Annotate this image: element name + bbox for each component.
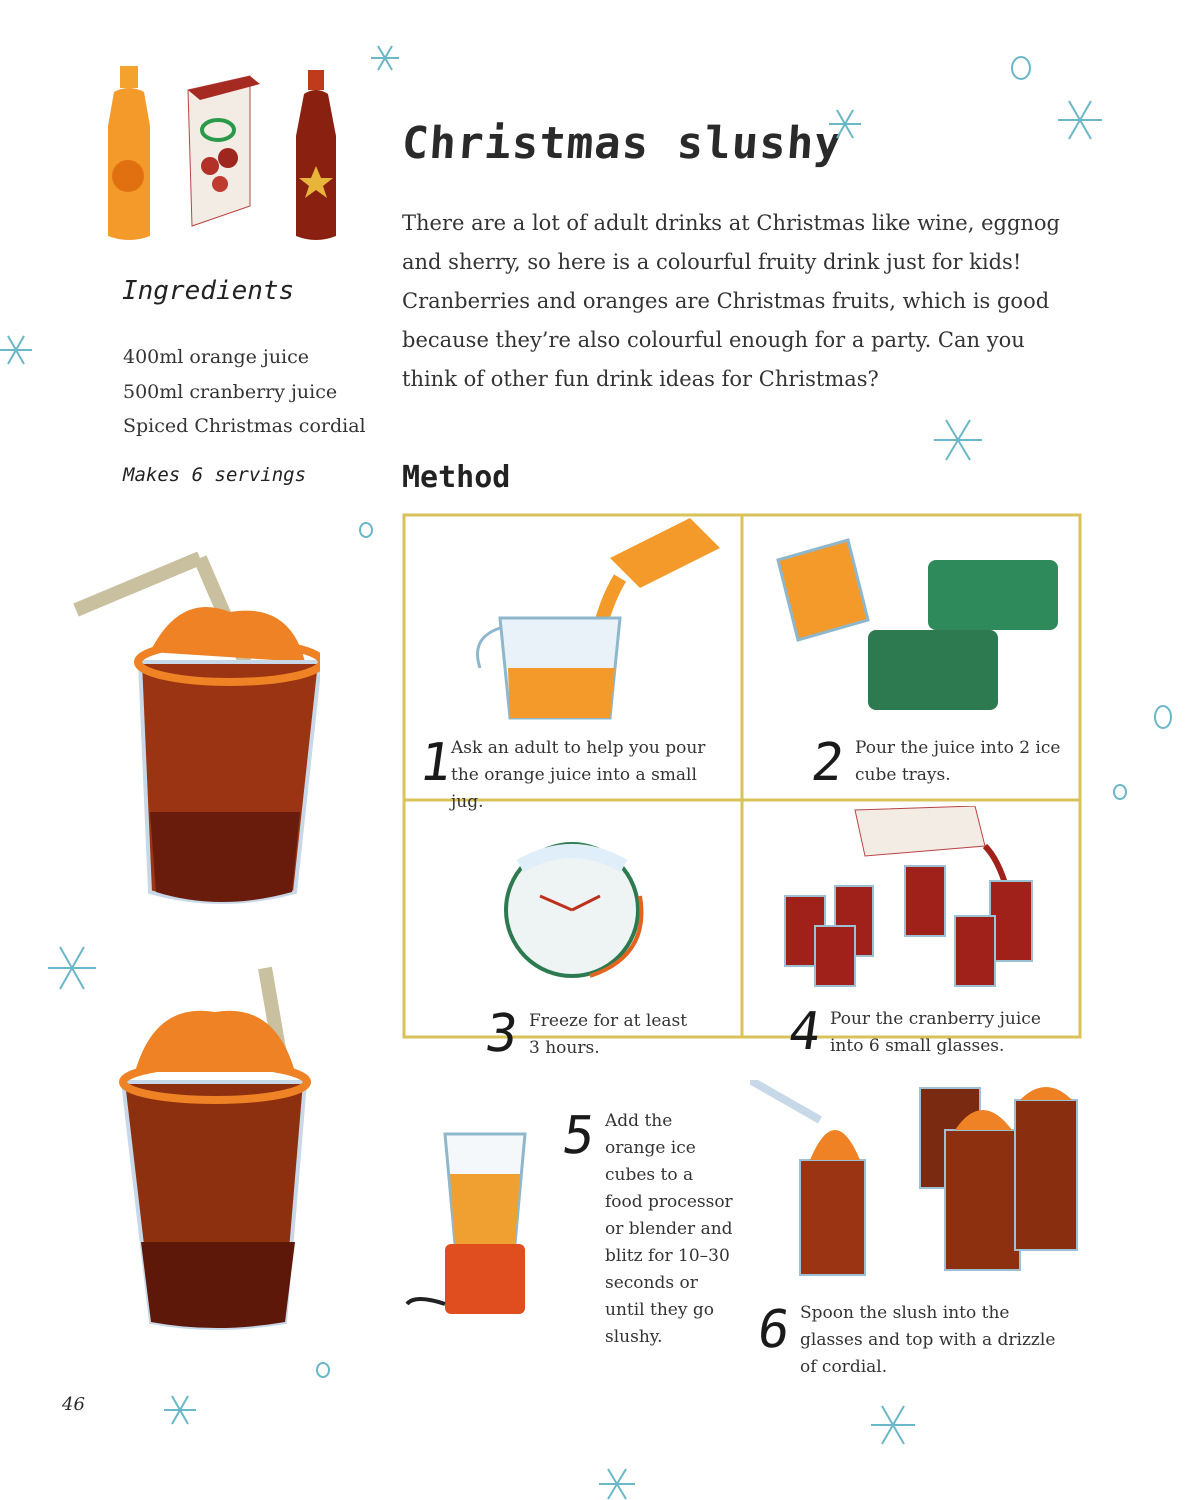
circle-decoration xyxy=(1012,57,1030,79)
ice-cube-tray-illustration xyxy=(768,520,1068,720)
step-number: 4 xyxy=(784,1002,825,1062)
snowflake-icon xyxy=(371,46,399,70)
jug-pouring-illustration xyxy=(470,518,720,723)
servings-note: Makes 6 servings xyxy=(123,464,307,486)
snowflake-icon xyxy=(1058,101,1102,139)
glasses-pouring-illustration xyxy=(775,806,1075,996)
step-text: Add the orange ice cubes to a food processor or blender and blitz for 10–30 seconds or until they go slushy. xyxy=(605,1111,733,1347)
circle-decoration xyxy=(360,523,372,537)
ingredient-item: Spiced Christmas cordial xyxy=(123,415,366,437)
step-number: 3 xyxy=(481,1004,522,1064)
cola-bottle-icon xyxy=(296,70,336,240)
snowflake-icon xyxy=(871,1406,915,1444)
step-text: Pour the cranberry juice into 6 small glasses. xyxy=(830,1009,1041,1056)
step-text: Pour the juice into 2 ice cube trays. xyxy=(855,738,1061,785)
circle-decoration xyxy=(317,1363,329,1377)
snowflake-icon xyxy=(48,947,96,989)
step-text: Ask an adult to help you pour the orange juice into a small jug. xyxy=(451,738,706,812)
snowflake-icon xyxy=(934,420,982,460)
freezing-clock-illustration xyxy=(440,826,720,996)
drink-bottles-illustration xyxy=(100,66,340,246)
step-number: 5 xyxy=(558,1106,599,1166)
step-text: Freeze for at least 3 hours. xyxy=(529,1011,688,1058)
ingredients-heading: Ingredients xyxy=(122,276,295,306)
step-number: 6 xyxy=(753,1300,794,1360)
ingredients-list xyxy=(123,340,366,444)
cranberry-juice-carton-icon xyxy=(188,76,260,226)
ingredient-item: 500ml cranberry juice xyxy=(123,380,338,403)
snowflake-icon xyxy=(164,1396,196,1424)
ingredient-item: 400ml orange juice xyxy=(123,346,310,368)
slushy-glass-illustration xyxy=(70,552,320,922)
snowflake-icon xyxy=(599,1469,635,1499)
snowflake-icon xyxy=(0,336,32,364)
circle-decoration xyxy=(1114,785,1126,799)
step-text: Spoon the slush into the glasses and top with a drizzle of cordial. xyxy=(800,1303,1056,1377)
step-number: 2 xyxy=(807,733,848,793)
serving-slushy-illustration xyxy=(750,1080,1080,1280)
method-heading: Method xyxy=(402,460,511,495)
blender-illustration xyxy=(405,1114,565,1324)
orange-soda-bottle-icon xyxy=(108,66,150,240)
page-title: Christmas slushy xyxy=(400,118,844,169)
slushy-glass-illustration xyxy=(115,962,315,1332)
step-number: 1 xyxy=(415,733,456,793)
circle-decoration xyxy=(1155,706,1171,728)
page-number: 46 xyxy=(62,1394,85,1415)
intro-paragraph: There are a lot of adult drinks at Christmas like wine, eggnog and sherry, so here is a colourful fruity drink just for kids! Cranberries and oranges are Christmas fruits, which is good because they’re also colourful enough for a party. Can you think of other fun drink ideas for Christmas? xyxy=(402,211,1061,391)
